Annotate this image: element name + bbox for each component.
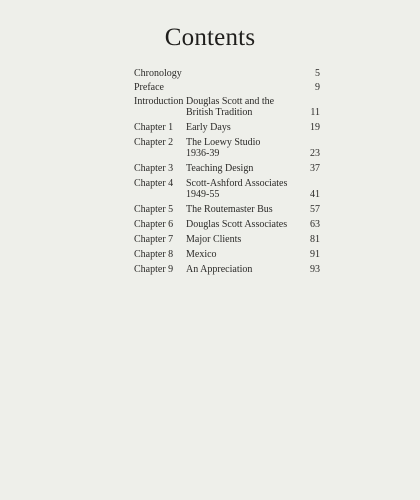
toc-entry-title-line: Mexico [186,249,217,260]
toc-entry-label: Chronology [134,68,182,79]
toc-entry-chapter-6 [134,219,320,230]
toc-entry-title [186,234,294,245]
toc-entry-chapter-5 [134,204,320,215]
toc-entry-page: 5 [315,68,320,79]
toc-entry-title-line: The Loewy Studio [186,137,261,148]
toc-entry-page: 9 [315,82,320,93]
toc-entry-chapter-3 [134,163,320,174]
toc-entry-label: Chapter 4 [134,178,174,189]
toc-entry-label: Chapter 3 [134,163,174,174]
toc-entry-title-line: The Routemaster Bus [186,204,273,215]
toc-entry-page: 57 [310,204,320,215]
toc-entry-introduction [134,96,320,118]
toc-entry-page: 63 [310,219,320,230]
toc-entry-title-line: An Appreciation [186,264,253,275]
toc-entry-title [186,137,294,159]
toc-entry-page: 93 [310,264,320,275]
toc-entry-chronology [134,68,320,79]
toc-entry-page: 19 [310,122,320,133]
table-of-contents [134,68,320,275]
toc-entry-title [186,204,294,215]
toc-entry-chapter-2 [134,137,320,159]
toc-entry-title [186,122,294,133]
toc-entry-label: Chapter 5 [134,204,174,215]
toc-entry-title-line: British Tradition [186,107,253,118]
toc-entry-label: Introduction [134,96,184,107]
toc-entry-label: Preface [134,82,164,93]
toc-entry-title-line: Scott-Ashford Associates [186,178,288,189]
toc-entry-chapter-8 [134,249,320,260]
toc-entry-page: 37 [310,163,320,174]
toc-entry-page: 23 [310,148,320,159]
toc-entry-title-line: 1949-55 [186,189,220,200]
toc-entry-title [186,178,294,200]
toc-entry-label: Chapter 1 [134,122,174,133]
toc-entry-page: 41 [310,189,320,200]
toc-entry-chapter-7 [134,234,320,245]
toc-entry-preface [134,82,320,93]
toc-entry-title [186,249,294,260]
page-title: Contents [164,24,256,51]
toc-entry-title-line: Douglas Scott and the [186,96,275,107]
toc-entry-label: Chapter 2 [134,137,174,148]
toc-entry-title-line: Teaching Design [186,163,254,174]
toc-entry-title-line: 1936-39 [186,148,220,159]
toc-entry-chapter-9 [134,264,320,275]
toc-entry-title [186,264,294,275]
toc-entry-page: 11 [310,107,320,118]
toc-entry-page: 81 [310,234,320,245]
toc-entry-page: 91 [310,249,320,260]
toc-entry-label: Chapter 9 [134,264,174,275]
toc-entry-title-line: Major Clients [186,234,242,245]
toc-entry-label: Chapter 6 [134,219,174,230]
toc-entry-title [186,219,294,230]
toc-entry-chapter-4 [134,178,320,200]
toc-entry-title [186,96,294,118]
toc-entry-chapter-1 [134,122,320,133]
toc-entry-title-line: Early Days [186,122,231,133]
toc-entry-label: Chapter 7 [134,234,174,245]
toc-entry-label: Chapter 8 [134,249,174,260]
toc-entry-title [186,163,294,174]
toc-entry-title-line: Douglas Scott Associates [186,219,288,230]
